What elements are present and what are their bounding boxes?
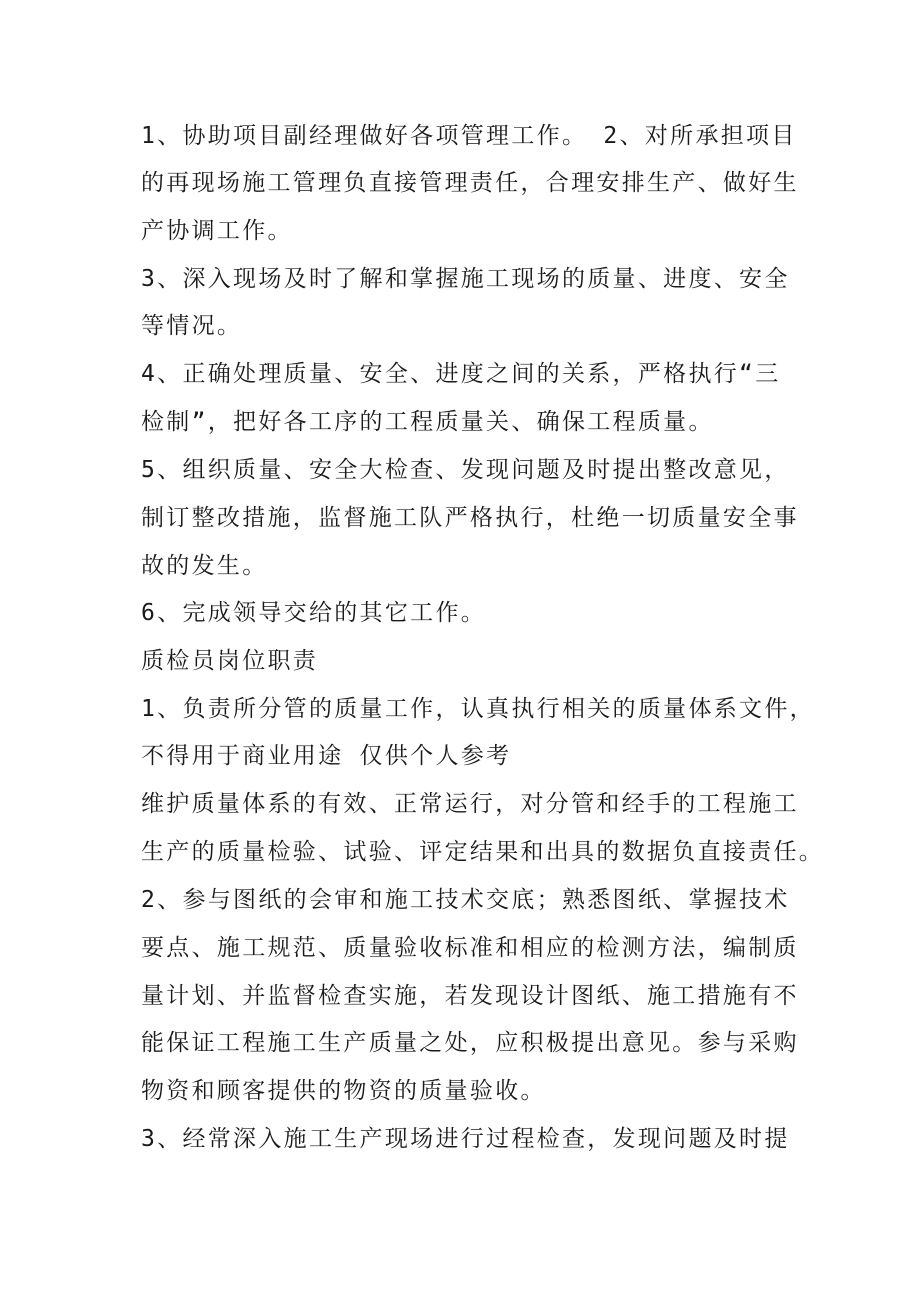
section-heading: 质检员岗位职责 <box>141 648 319 674</box>
text-line: 要点、施工规范、质量验收标准和相应的检测方法，编制质 <box>141 935 799 961</box>
text-line: 1、负责所分管的质量工作，认真执行相关的质量体系文件， <box>141 696 815 722</box>
text-line: 3、深入现场及时了解和掌握施工现场的质量、进度、安全 <box>141 266 790 292</box>
text-line: 不得用于商业用途 仅供个人参考 <box>141 743 512 769</box>
text-line: 的再现场施工管理负直接管理责任，合理安排生产、做好生 <box>141 170 799 196</box>
text-line: 检制”，把好各工序的工程质量关、确保工程质量。 <box>141 409 714 435</box>
text-line: 4、正确处理质量、安全、进度之间的关系，严格执行“三 <box>141 361 781 387</box>
text-line: 2、参与图纸的会审和施工技术交底；熟悉图纸、掌握技术 <box>141 887 790 913</box>
text-line: 生产的质量检验、试验、评定结果和出具的数据负直接责任。 <box>141 839 825 865</box>
text-line: 6、完成领导交给的其它工作。 <box>141 600 487 626</box>
text-line: 量计划、并监督检查实施，若发现设计图纸、施工措施有不 <box>141 983 799 1009</box>
text-line: 1、协助项目副经理做好各项管理工作。 2、对所承担项目 <box>141 123 797 149</box>
text-line: 制订整改措施，监督施工队严格执行，杜绝一切质量安全事 <box>141 505 799 531</box>
text-line: 能保证工程施工生产质量之处，应积极提出意见。参与采购 <box>141 1030 799 1056</box>
text-line: 物资和顾客提供的物资的质量验收。 <box>141 1078 546 1104</box>
text-line: 故的发生。 <box>141 553 268 579</box>
text-line: 产协调工作。 <box>141 218 293 244</box>
text-line: 维护质量体系的有效、正常运行，对分管和经手的工程施工 <box>141 791 799 817</box>
text-line: 等情况。 <box>141 313 243 339</box>
text-line: 3、经常深入施工生产现场进行过程检查，发现问题及时提 <box>141 1126 790 1152</box>
text-line: 5、组织质量、安全大检查、发现问题及时提出整改意见， <box>141 457 790 483</box>
